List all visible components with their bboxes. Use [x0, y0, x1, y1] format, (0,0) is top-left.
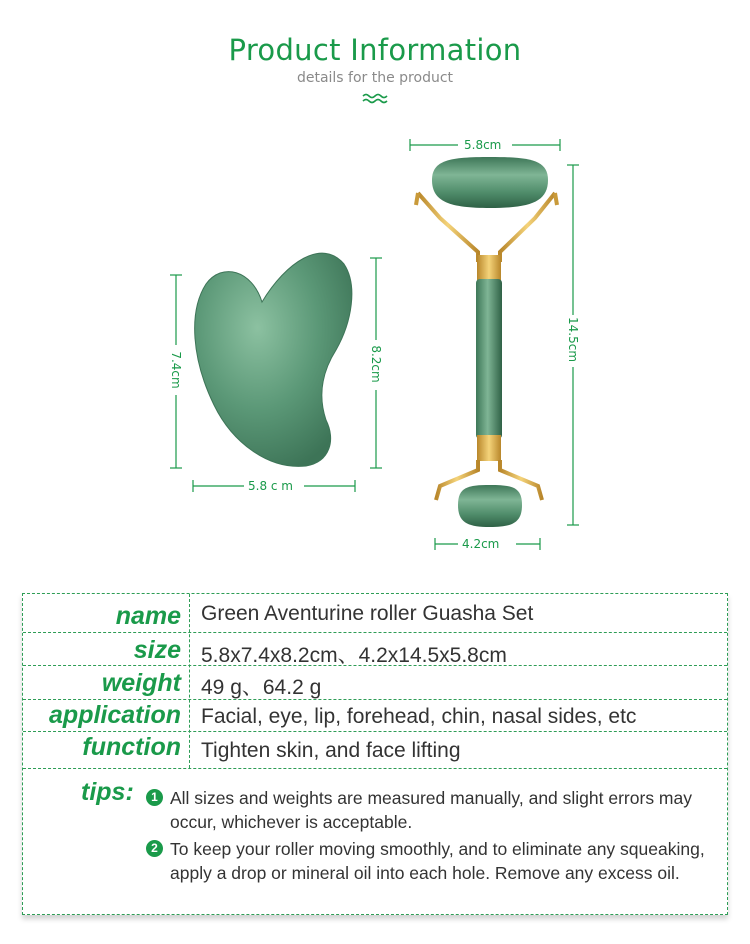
guasha-width-label: 5.8 c m — [248, 479, 293, 493]
spec-label: function — [82, 733, 181, 761]
spec-label: application — [49, 701, 181, 729]
spec-value: Green Aventurine roller Guasha Set — [201, 602, 534, 625]
spec-value: 5.8x7.4x8.2cm、4.2x14.5x5.8cm — [201, 644, 507, 667]
spec-row-name — [23, 594, 727, 633]
tip-item — [146, 837, 706, 909]
guasha-height-left-label: 7.4cm — [169, 351, 183, 389]
roller-length-label: 14.5cm — [566, 317, 580, 363]
spec-label: weight — [101, 669, 181, 697]
spec-row-weight — [23, 665, 727, 700]
page-subtitle: details for the product — [296, 70, 454, 86]
roller-top-width-label: 5.8cm — [464, 138, 502, 152]
spec-table — [22, 593, 728, 915]
spec-value: Facial, eye, lip, forehead, chin, nasal sides, etc — [201, 705, 637, 728]
spec-row-function — [23, 731, 727, 769]
tip-number-icon: 2 — [146, 840, 163, 857]
spec-row-size — [23, 632, 727, 666]
spec-value: 49 g、64.2 g — [201, 676, 322, 699]
guasha-stone — [195, 253, 352, 466]
roller-bottom-width-label: 4.2cm — [462, 537, 500, 551]
guasha-height-right-label: 8.2cm — [369, 345, 383, 383]
tip-text: All sizes and weights are measured manually, and slight errors may occur, whichever is acceptable. — [170, 788, 692, 832]
tip-number-icon: 1 — [146, 789, 163, 806]
tip-item — [146, 786, 706, 834]
tips-label: tips: — [81, 778, 134, 806]
spec-label: name — [115, 602, 181, 630]
roller-bottom-stone — [458, 485, 522, 527]
spec-row-application — [23, 699, 727, 732]
tip-text: To keep your roller moving smoothly, and to eliminate any squeaking, apply a drop or mineral oil into each hole. Remove any excess oil. — [170, 839, 705, 883]
spec-value: Tighten skin, and face lifting — [201, 739, 461, 762]
roller-top-stone — [432, 157, 548, 208]
spec-label: size — [133, 636, 181, 664]
page-title: Product Information — [228, 33, 522, 67]
